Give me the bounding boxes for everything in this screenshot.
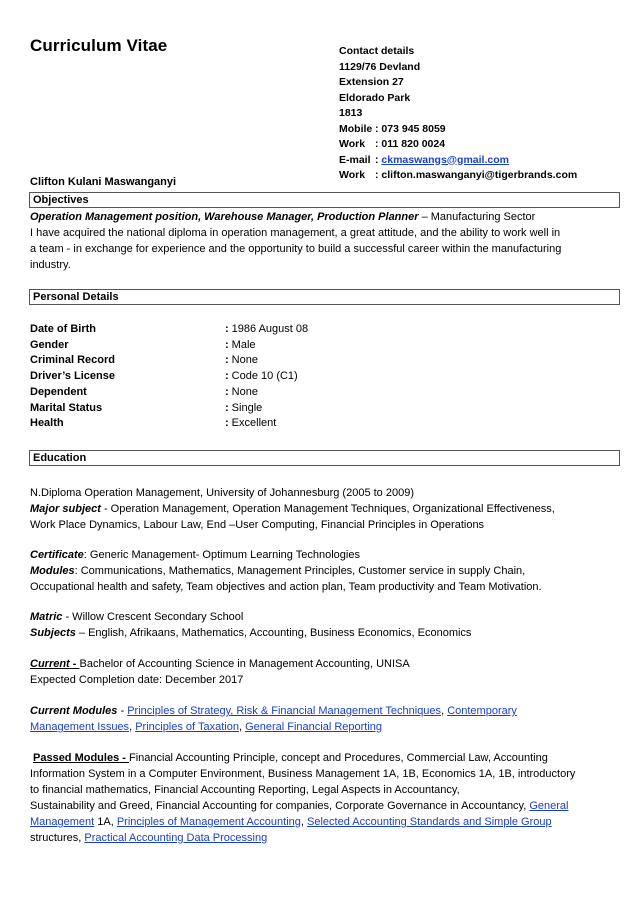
detail-value: None [231, 354, 258, 367]
module-link[interactable]: Contemporary [447, 705, 517, 717]
objective-line: I have acquired the national diploma in operation management, a great attitude, and the ability to work well in [30, 227, 561, 239]
personal-details-list [30, 322, 308, 432]
detail-label: Health [30, 417, 64, 430]
contact-heading: Contact details [339, 45, 415, 57]
detail-value: Male [231, 338, 256, 351]
contact-details [339, 44, 577, 184]
detail-row: Marital Status : Single [30, 401, 308, 417]
detail-label: Criminal Record [30, 354, 115, 367]
current-modules-label: Current Modules [30, 705, 118, 717]
completion-date: Expected Completion date: December 2017 [30, 674, 244, 686]
module-link[interactable]: Practical Accounting Data Processing [84, 832, 268, 844]
module-link[interactable]: Selected Accounting Standards and Simple Group [307, 816, 552, 828]
module-link[interactable]: General [529, 800, 569, 812]
mobile-label: Mobile [339, 122, 373, 135]
detail-row: Dependent : None [30, 385, 308, 401]
candidate-name: Clifton Kulani Maswanganyi [30, 176, 177, 188]
detail-label: Driver’s License [30, 370, 115, 383]
module-link[interactable]: Management Issues [30, 721, 130, 733]
detail-label: Marital Status [30, 401, 103, 414]
mobile-row [339, 122, 577, 138]
work-email-label: Work [339, 169, 366, 181]
detail-row: Gender : Male [30, 338, 308, 354]
major-label: Major subject [30, 503, 101, 515]
education-passed-modules-cont: Information System in a Computer Environment, Business Management 1A, 1B, Economics 1A, 1B, introductory to financial mathematics, Financial Accounting Reporting, Legal Aspects in Accountancy, Sustainability and Greed, Financial Accounting for companies, Corporate Governance in Accountancy, General Management 1A, Principles of Management Accounting, Selected Accounting Standards and Simple Group structures, Practical Accounting Data Processing [30, 768, 576, 844]
email-row [339, 153, 577, 169]
module-link[interactable]: General Financial Reporting [245, 721, 383, 733]
module-link[interactable]: Principles of Strategy, Risk & Financial Management Techniques [127, 705, 442, 717]
work-value: : 011 820 0024 [375, 138, 446, 150]
detail-row: Criminal Record : None [30, 353, 308, 369]
detail-value: Excellent [231, 417, 277, 430]
address-line: 1813 [339, 107, 363, 119]
objective-sector: – Manufacturing Sector [418, 211, 536, 223]
module-link[interactable]: Management [30, 816, 95, 828]
email-label: E-mail [339, 153, 371, 166]
education-certificate: Certificate: Generic Management- Optimum Learning Technologies Modules: Communications, Mathematics, Management Principles, Customer service in supply Chain, Occupational health and safety, Team objectives and action plan, Team productivity and Team Motivation. [30, 549, 542, 593]
address-line: Eldorado Park [339, 91, 411, 104]
matric-label: Matric [30, 611, 63, 623]
module-link[interactable]: Principles of Taxation [135, 721, 239, 733]
detail-label: Dependent [30, 385, 87, 398]
module-link[interactable]: Principles of Management Accounting [116, 816, 301, 828]
address-line: Extension 27 [339, 76, 404, 88]
detail-label: Date of Birth [30, 323, 96, 335]
section-header-objectives: Objectives [29, 192, 620, 208]
work-email-row [339, 168, 577, 184]
detail-value: None [231, 385, 258, 398]
detail-value: Code 10 (C1) [231, 370, 298, 383]
education-passed-modules: Passed Modules - Financial Accounting Principle, concept and Procedures, Commercial Law, Accounting [33, 752, 548, 764]
detail-value: 1986 August 08 [231, 323, 309, 335]
work-row [339, 137, 577, 153]
objectives-text [30, 209, 615, 273]
objective-position: Operation Management position, Warehouse Manager, Production Planner [30, 211, 419, 223]
email-prefix: : [375, 153, 382, 166]
detail-value: Single [231, 401, 263, 414]
document-title: Curriculum Vitae [30, 36, 168, 55]
detail-row: Health : Excellent [30, 416, 308, 432]
section-header-personal: Personal Details [29, 289, 620, 305]
email-link[interactable]: ckmaswangs@gmail.com [381, 153, 509, 166]
education-current: Current - Bachelor of Accounting Science in Management Accounting, UNISA Expected Completion date: December 2017 [30, 656, 615, 688]
education-current-modules: Current Modules - Principles of Strategy, Risk & Financial Management Techniques, Contemporary Management Issues, Principles of Taxation, General Financial Reporting [30, 705, 517, 733]
detail-row: Date of Birth : 1986 August 08 [30, 322, 308, 338]
certificate-label: Certificate [30, 549, 84, 561]
work-email-value: : clifton.maswanganyi@tigerbrands.com [375, 169, 578, 181]
objective-line: industry. [30, 259, 71, 271]
work-label: Work [339, 138, 366, 150]
objective-line: a team - in exchange for experience and the opportunity to build a successful career within the manufacturing [30, 243, 562, 255]
passed-modules-label: Passed Modules [33, 752, 120, 764]
detail-label: Gender [30, 338, 69, 351]
education-diploma: N.Diploma Operation Management, University of Johannesburg (2005 to 2009) Major subject - Operation Management, Operation Management Techniques, Organizational Effectiveness, Work Place Dynamics, Labour Law, End –User Computing, Financial Principles in Operations [30, 487, 555, 531]
education-matric: Matric - Willow Crescent Secondary School Subjects – English, Afrikaans, Mathematics, Accounting, Business Economics, Economics [30, 611, 472, 639]
current-label: Current [30, 658, 70, 670]
address-line: 1129/76 Devland [339, 60, 421, 73]
modules-label: Modules [30, 565, 75, 577]
detail-row: Driver’s License : Code 10 (C1) [30, 369, 308, 385]
mobile-value: : 073 945 8059 [375, 122, 446, 135]
section-header-education: Education [29, 450, 620, 466]
subjects-label: Subjects [30, 627, 76, 639]
